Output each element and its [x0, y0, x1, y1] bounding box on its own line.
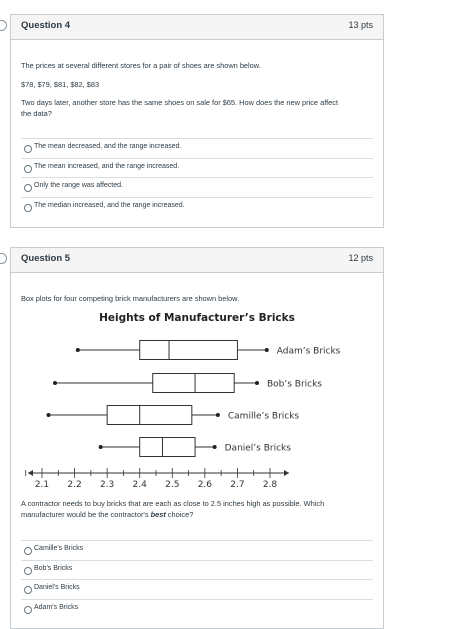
- max-point: [265, 348, 269, 352]
- axis-arrow-right: [284, 470, 289, 476]
- iqr-box: [107, 406, 192, 425]
- question-4-card: [10, 14, 384, 228]
- question-5-title: Question 5: [21, 253, 71, 264]
- x-tick-label: 2.3: [99, 480, 115, 490]
- question-text: choice?: [165, 510, 194, 519]
- max-point: [216, 413, 220, 417]
- flag-question-5-icon[interactable]: [0, 253, 7, 264]
- option-label: Camille's Bricks: [34, 545, 84, 552]
- question-4-prompt: The prices at several different stores for a pair of shoes are shown below.: [21, 61, 261, 70]
- option-label: The median increased, and the range increased.: [34, 202, 185, 209]
- option-label: Bob's Bricks: [34, 565, 73, 572]
- q5-option-1[interactable]: [21, 540, 373, 560]
- question-5-header: [11, 248, 383, 273]
- option-label: The mean increased, and the range increased.: [34, 163, 180, 170]
- option-label: Adam's Bricks: [34, 604, 79, 611]
- question-5-prompt: Box plots for four competing brick manufacturers are shown below.: [21, 294, 240, 303]
- question-5-card: [10, 247, 384, 629]
- question-4-question-line2: the data?: [21, 109, 52, 118]
- plot-layer: [26, 341, 341, 491]
- max-point: [255, 381, 259, 385]
- radio-button[interactable]: [24, 567, 32, 575]
- radio-button[interactable]: [24, 586, 32, 594]
- series-label: Camille’s Bricks: [227, 411, 300, 422]
- max-point: [213, 445, 217, 449]
- x-tick-label: 2.5: [165, 480, 180, 490]
- question-5-points: 12 pts: [348, 253, 373, 263]
- q4-option-4[interactable]: [21, 197, 373, 217]
- question-5-question-line1: A contractor needs to buy bricks that are each as close to 2.5 inches high as possible. Which: [21, 499, 325, 508]
- x-tick-label: 2.1: [34, 480, 50, 490]
- question-4-prices: $78, $79, $81, $82, $83: [21, 80, 100, 89]
- x-tick-label: 2.2: [67, 480, 82, 490]
- radio-button[interactable]: [24, 606, 32, 614]
- series-label: Daniel’s Bricks: [224, 443, 291, 454]
- q4-option-2[interactable]: [21, 158, 373, 178]
- question-4-points: 13 pts: [348, 20, 373, 30]
- option-label: Daniel's Bricks: [34, 584, 80, 591]
- radio-button[interactable]: [24, 145, 32, 153]
- question-4-title: Question 4: [21, 20, 71, 31]
- min-point: [47, 413, 51, 417]
- min-point: [53, 381, 57, 385]
- q5-option-2[interactable]: [21, 560, 373, 580]
- iqr-box: [140, 438, 195, 457]
- chart-title: Heights of Manufacturer’s Bricks: [99, 312, 295, 324]
- flag-question-4-icon[interactable]: [0, 20, 7, 31]
- series-label: Bob’s Bricks: [266, 379, 323, 390]
- x-tick-label: 2.7: [230, 480, 245, 490]
- radio-button[interactable]: [24, 204, 32, 212]
- radio-button[interactable]: [24, 547, 32, 555]
- question-4-header: [11, 15, 383, 40]
- option-label: Only the range was affected.: [34, 182, 123, 189]
- radio-button[interactable]: [24, 184, 32, 192]
- iqr-box: [153, 374, 234, 393]
- series-label: Adam’s Bricks: [276, 346, 341, 357]
- x-tick-label: 2.6: [197, 480, 213, 490]
- x-tick-label: 2.8: [262, 480, 278, 490]
- axis-arrow-left: [28, 470, 33, 476]
- q4-option-1[interactable]: [21, 138, 373, 158]
- q5-option-4[interactable]: [21, 599, 373, 619]
- min-point: [76, 348, 80, 352]
- option-label: The mean decreased, and the range increased.: [34, 143, 182, 150]
- radio-button[interactable]: [24, 165, 32, 173]
- q4-option-3[interactable]: [21, 177, 373, 197]
- min-point: [99, 445, 103, 449]
- question-text: manufacturer would be the contractor's: [21, 510, 151, 519]
- x-tick-label: 2.4: [132, 480, 147, 490]
- q5-option-3[interactable]: [21, 579, 373, 599]
- iqr-box: [140, 341, 238, 360]
- question-emphasis: best: [150, 510, 166, 519]
- question-5-question-line2: [21, 509, 371, 520]
- question-4-question-line1: Two days later, another store has the same shoes on sale for $65. How does the new price affect: [21, 98, 339, 107]
